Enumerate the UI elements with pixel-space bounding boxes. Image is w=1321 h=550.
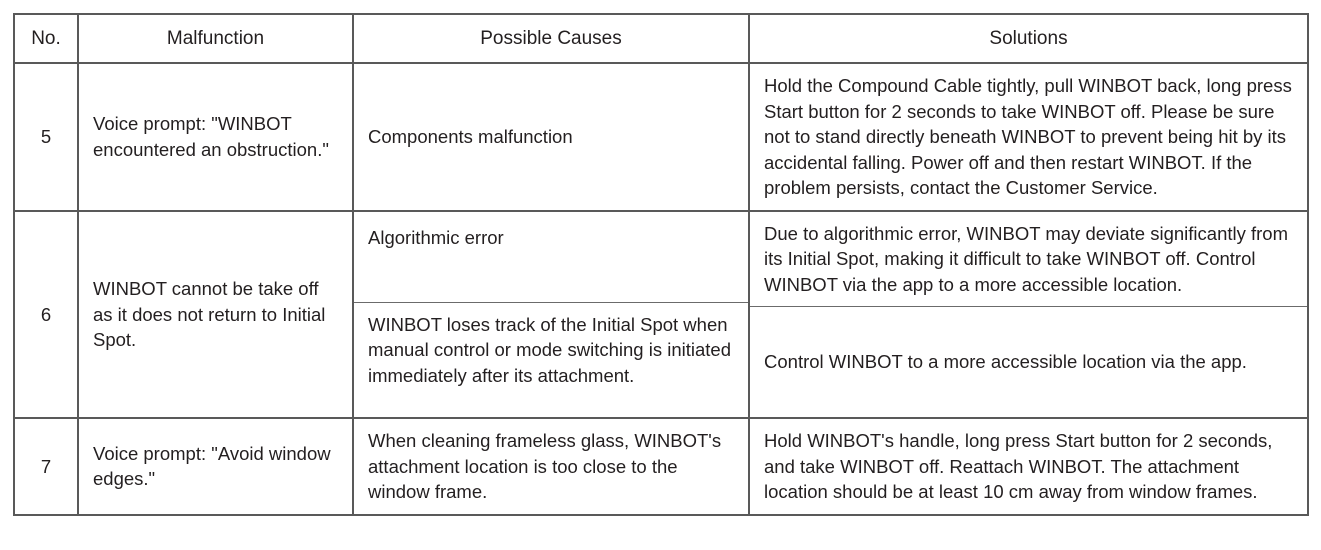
- malfunction-cell: [78, 211, 353, 419]
- column-header-solutions: Solutions: [749, 14, 1308, 63]
- solutions-text: Due to algorithmic error, WINBOT may deviate significantly from its Initial Spot, making it difficult to take WINBOT off. Control WINBOT via the app to a more accessible location.: [764, 222, 1288, 295]
- solutions-text: Hold WINBOT's handle, long press Start button for 2 seconds, and take WINBOT off. Reattach WINBOT. The attachment location should be at least 10 cm away from window frames.: [764, 430, 1273, 502]
- table-header: [14, 14, 1308, 63]
- causes-subtable: [354, 216, 748, 413]
- causes-text: Algorithmic error: [368, 226, 504, 248]
- table-body: [14, 63, 1308, 515]
- column-header-no: No.: [14, 14, 78, 63]
- solutions-text: Control WINBOT to a more accessible location via the app.: [764, 351, 1247, 373]
- table-row: [14, 418, 1308, 515]
- causes-text: When cleaning frameless glass, WINBOT's attachment location is too close to the window frame.: [368, 430, 722, 502]
- causes-subrow: [354, 302, 748, 413]
- solutions-cell: [749, 63, 1308, 211]
- solutions-cell: [749, 418, 1308, 515]
- row-number: 6: [40, 303, 52, 325]
- malfunction-text: Voice prompt: "Avoid window edges.": [93, 442, 331, 490]
- solutions-subrow: [750, 307, 1307, 418]
- table-row: [14, 211, 1308, 419]
- causes-cell: [353, 63, 749, 211]
- solutions-text: Hold the Compound Cable tightly, pull WINBOT back, long press Start button for 2 seconds to take WINBOT off. Please be sure not to stand directly beneath WINBOT to prevent being hit by its accidental falling. Power off and then restart WINBOT. If the problem persists, contact the Customer Service.: [764, 75, 1292, 198]
- causes-cell: [353, 211, 749, 419]
- solutions-subtable: [750, 212, 1307, 418]
- row-number: 7: [40, 455, 52, 477]
- malfunction-text: Voice prompt: "WINBOT encountered an obstruction.": [93, 113, 329, 160]
- row-number-cell: [14, 63, 78, 211]
- causes-text: WINBOT loses track of the Initial Spot when manual control or mode switching is initiated immediately after its attachment.: [368, 313, 731, 386]
- row-number-cell: [14, 418, 78, 515]
- solutions-subcell: [750, 307, 1307, 418]
- solutions-cell: [749, 211, 1308, 419]
- column-header-causes: Possible Causes: [353, 14, 749, 63]
- causes-text: Components malfunction: [368, 126, 573, 147]
- malfunction-cell: [78, 63, 353, 211]
- solutions-subrow: [750, 212, 1307, 307]
- causes-cell: [353, 418, 749, 515]
- column-header-malfunction: Malfunction: [78, 14, 353, 63]
- solutions-subcell: [750, 212, 1307, 307]
- malfunction-text: WINBOT cannot be take off as it does not return to Initial Spot.: [93, 278, 326, 350]
- malfunction-cell: [78, 418, 353, 515]
- winbot-troubleshooting-table: [13, 13, 1309, 516]
- row-number: 5: [40, 126, 52, 147]
- causes-subrow: [354, 216, 748, 303]
- table-header-row: [14, 14, 1308, 63]
- causes-subcell: [354, 302, 748, 413]
- row-number-cell: [14, 211, 78, 419]
- causes-subcell: [354, 216, 748, 303]
- table-row: [14, 63, 1308, 211]
